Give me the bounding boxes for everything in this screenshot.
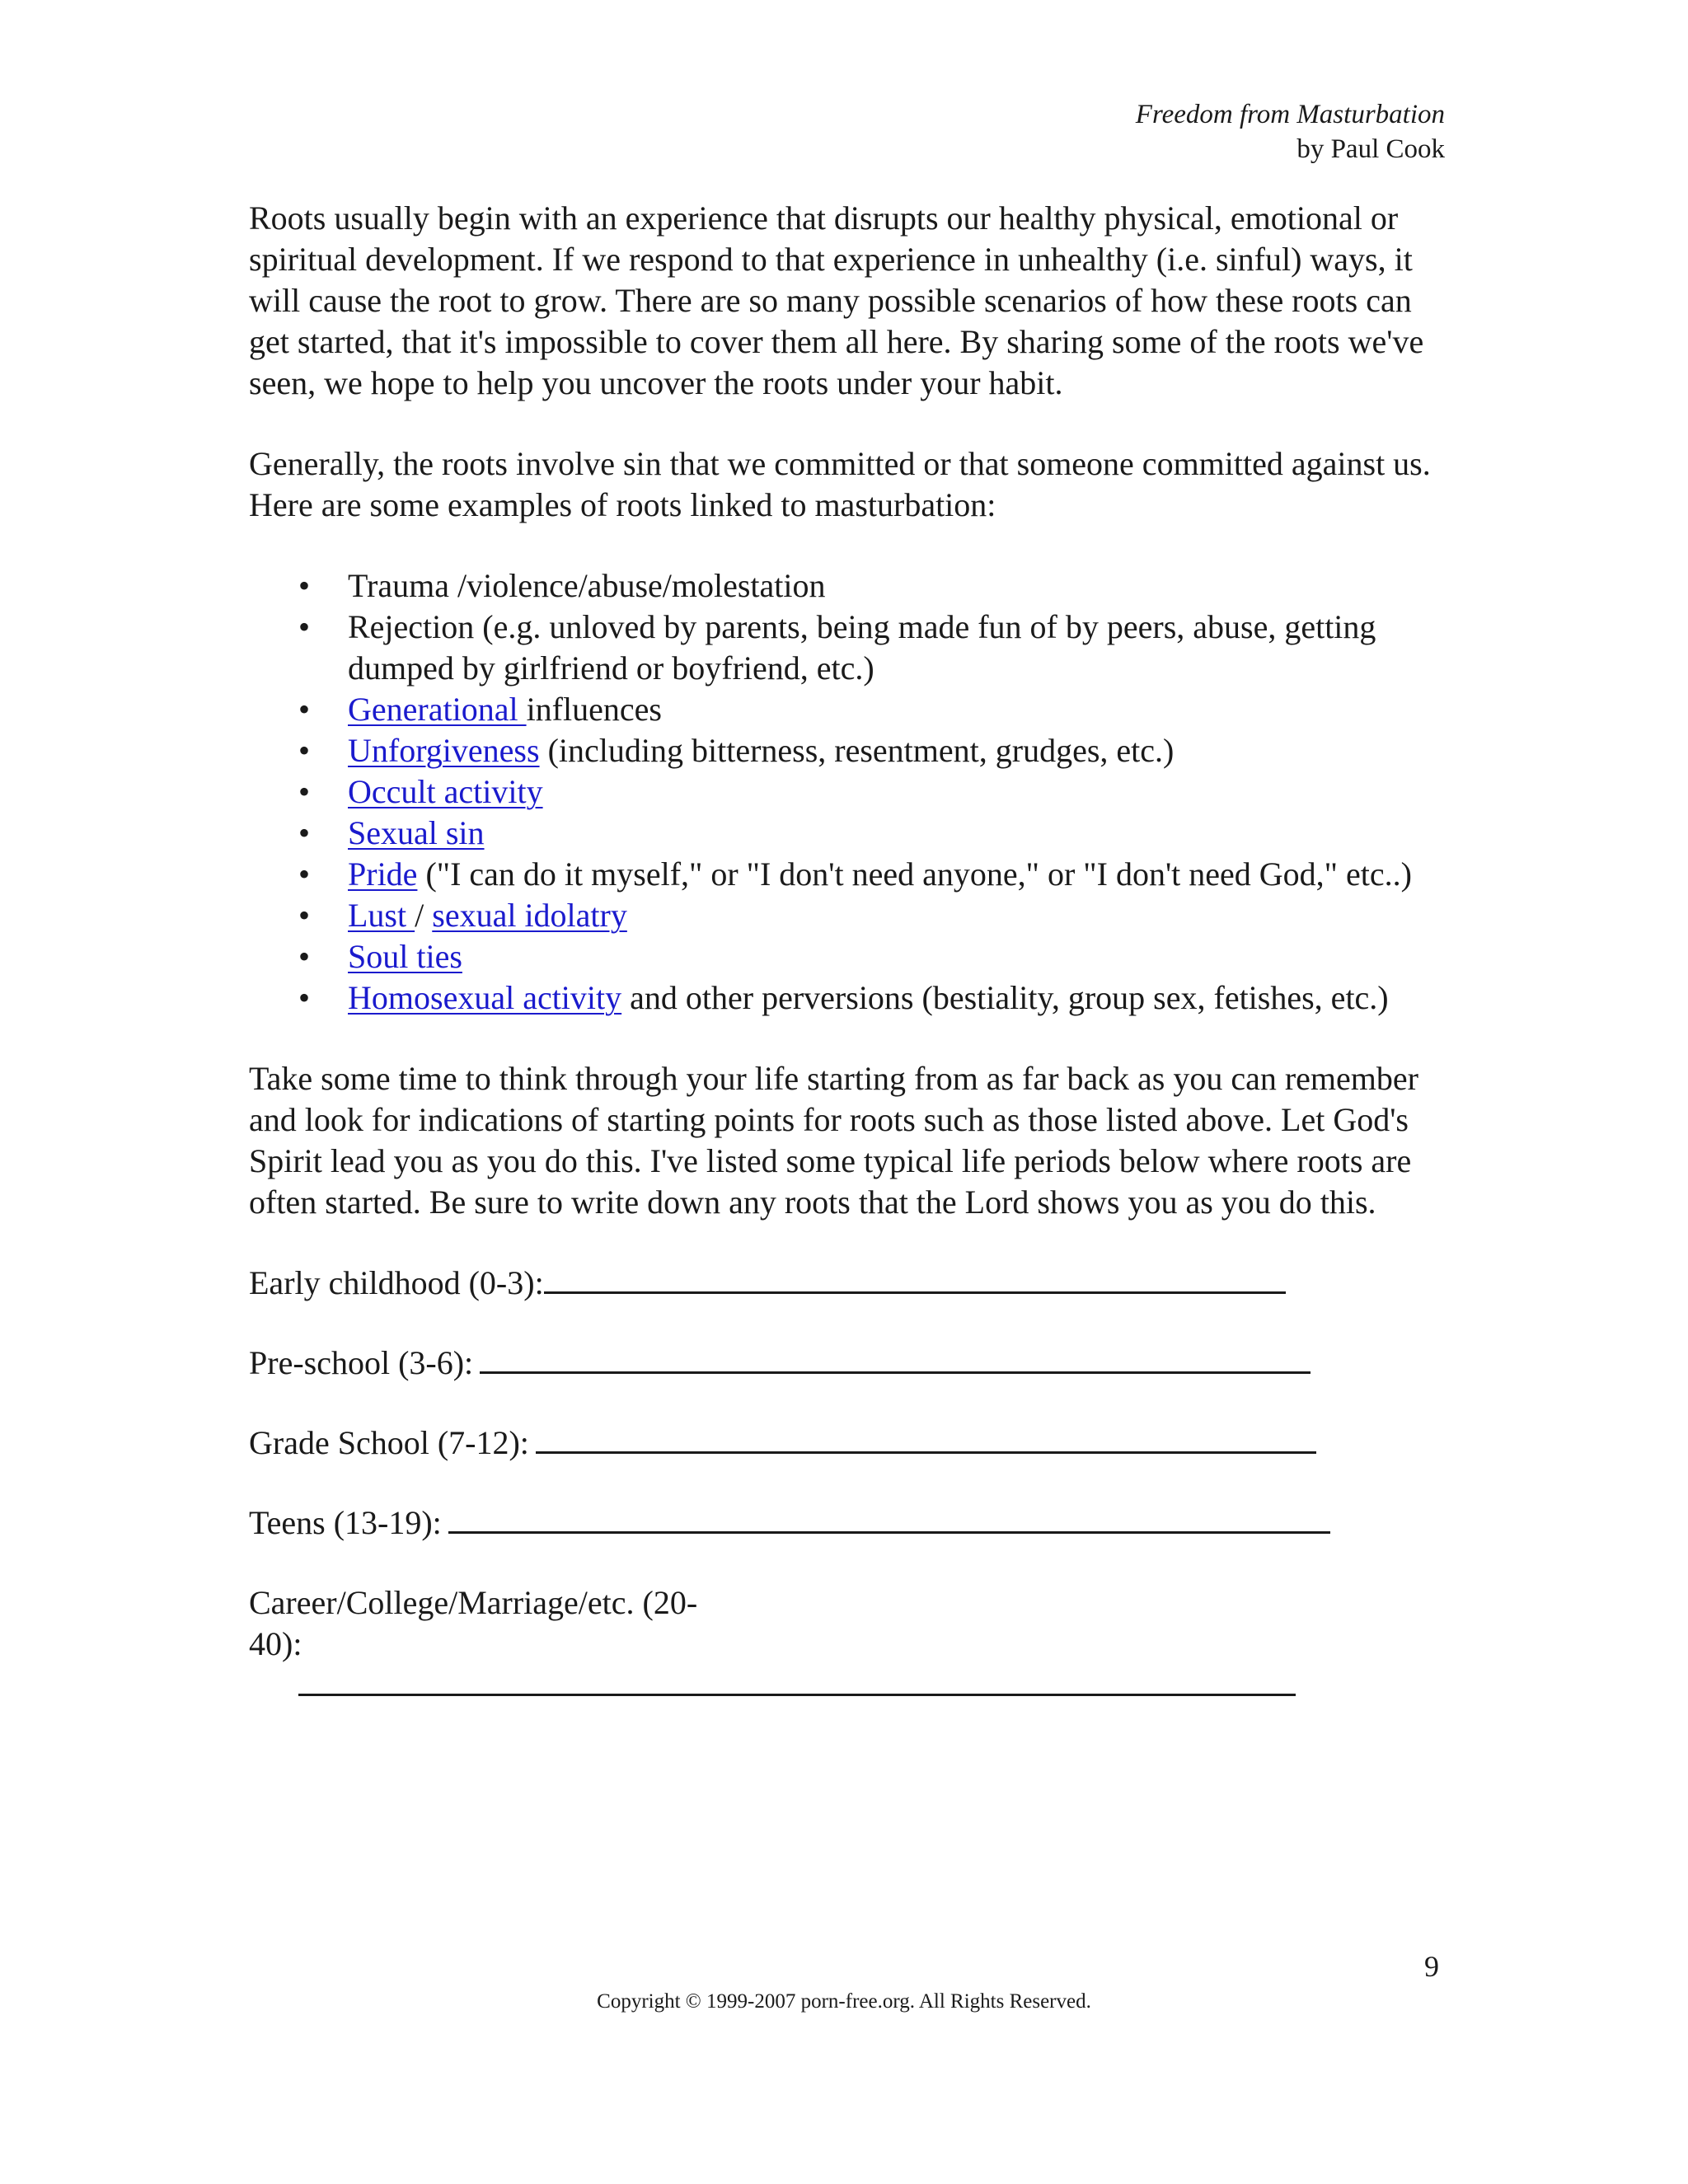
teens-blank[interactable] (448, 1531, 1330, 1534)
early-childhood-blank[interactable] (544, 1291, 1286, 1294)
career-label: Career/College/Marriage/etc. (20- (249, 1584, 698, 1621)
career-extra-blank[interactable] (298, 1694, 1296, 1696)
career-label-cont: 40): (249, 1625, 302, 1662)
list-item (249, 895, 1452, 936)
list-item (249, 565, 1452, 607)
generational-text: influences (526, 691, 662, 728)
header-author: by Paul Cook (1296, 134, 1445, 164)
bullet-icon: • (298, 773, 311, 810)
list-item (249, 607, 1452, 689)
teens-row (249, 1502, 1452, 1544)
bullet-icon: • (298, 567, 311, 604)
page-number: 9 (1424, 1950, 1439, 1983)
grade-school-blank[interactable] (536, 1451, 1316, 1454)
root-rejection: Rejection (e.g. unloved by parents, being made fun of by peers, abuse, getting dumped by girlfriend or boyfriend, etc.) (348, 608, 1376, 687)
pre-school-row (249, 1343, 1452, 1384)
generally-paragraph: Generally, the roots involve sin that we committed or that someone committed against us. Here are some examples of roots linked to masturbation: (249, 445, 1431, 523)
list-item (249, 689, 1452, 730)
list-item (249, 854, 1452, 895)
header-title: Freedom from Masturbation (1135, 100, 1445, 129)
list-item (249, 771, 1452, 813)
sexual-sin-link[interactable]: Sexual sin (348, 814, 485, 851)
page-content (249, 198, 1452, 1696)
roots-list (249, 565, 1452, 1019)
homosexual-activity-link[interactable]: Homosexual activity (348, 979, 622, 1016)
career-row (249, 1582, 1452, 1696)
list-item (249, 936, 1452, 977)
pride-link[interactable]: Pride (348, 855, 418, 893)
generational-link[interactable]: Generational (348, 691, 527, 728)
pre-school-blank[interactable] (480, 1371, 1311, 1374)
pride-text: ("I can do it myself," or "I don't need anyone," or "I don't need God," etc..) (417, 855, 1412, 893)
bullet-icon: • (298, 732, 311, 769)
career-line-row (249, 1624, 1452, 1665)
running-header (1136, 97, 1445, 166)
early-childhood-label: Early childhood (0-3): (249, 1264, 544, 1301)
bullet-icon: • (298, 608, 311, 645)
list-item (249, 813, 1452, 854)
list-item (249, 977, 1452, 1019)
teens-label: Teens (13-19): (249, 1504, 442, 1541)
bullet-icon: • (298, 814, 311, 851)
soul-ties-link[interactable]: Soul ties (348, 938, 462, 975)
sexual-idolatry-link[interactable]: sexual idolatry (432, 897, 627, 934)
unforgiveness-link[interactable]: Unforgiveness (348, 732, 540, 769)
take-time-paragraph: Take some time to think through your life starting from as far back as you can remember and look for indications of starting points for roots such as those listed above. Let God's Spirit lead you as you do this. I've listed some typical life periods below where roots are often started. Be sure to write down any roots that the Lord shows you as you do this. (249, 1060, 1418, 1221)
bullet-icon: • (298, 855, 311, 893)
bullet-icon: • (298, 979, 311, 1016)
bullet-icon: • (298, 691, 311, 728)
grade-school-label: Grade School (7-12): (249, 1424, 529, 1461)
occult-activity-link[interactable]: Occult activity (348, 773, 543, 810)
bullet-icon: • (298, 897, 311, 934)
lust-link[interactable]: Lust (348, 897, 415, 934)
pre-school-label: Pre-school (3-6): (249, 1344, 474, 1381)
homosexual-text: and other perversions (bestiality, group sex, fetishes, etc.) (621, 979, 1389, 1016)
copyright-footer: Copyright © 1999-2007 porn-free.org. All Rights Reserved. (597, 1990, 1091, 2013)
bullet-icon: • (298, 938, 311, 975)
early-childhood-row (249, 1263, 1452, 1304)
grade-school-row (249, 1422, 1452, 1464)
unforgiveness-text: (including bitterness, resentment, grudges, etc.) (539, 732, 1175, 769)
list-item (249, 730, 1452, 771)
lust-separator: / (415, 897, 433, 934)
root-trauma: Trauma /violence/abuse/molestation (348, 567, 826, 604)
intro-paragraph: Roots usually begin with an experience that disrupts our healthy physical, emotional or spiritual development. If we respond to that experience in unhealthy (i.e. sinful) ways, it will cause the root to grow. There are so many possible scenarios of how these roots can get started, that it's impossible to cover them all here. By sharing some of the roots we've seen, we hope to help you uncover the roots under your habit. (249, 199, 1424, 401)
